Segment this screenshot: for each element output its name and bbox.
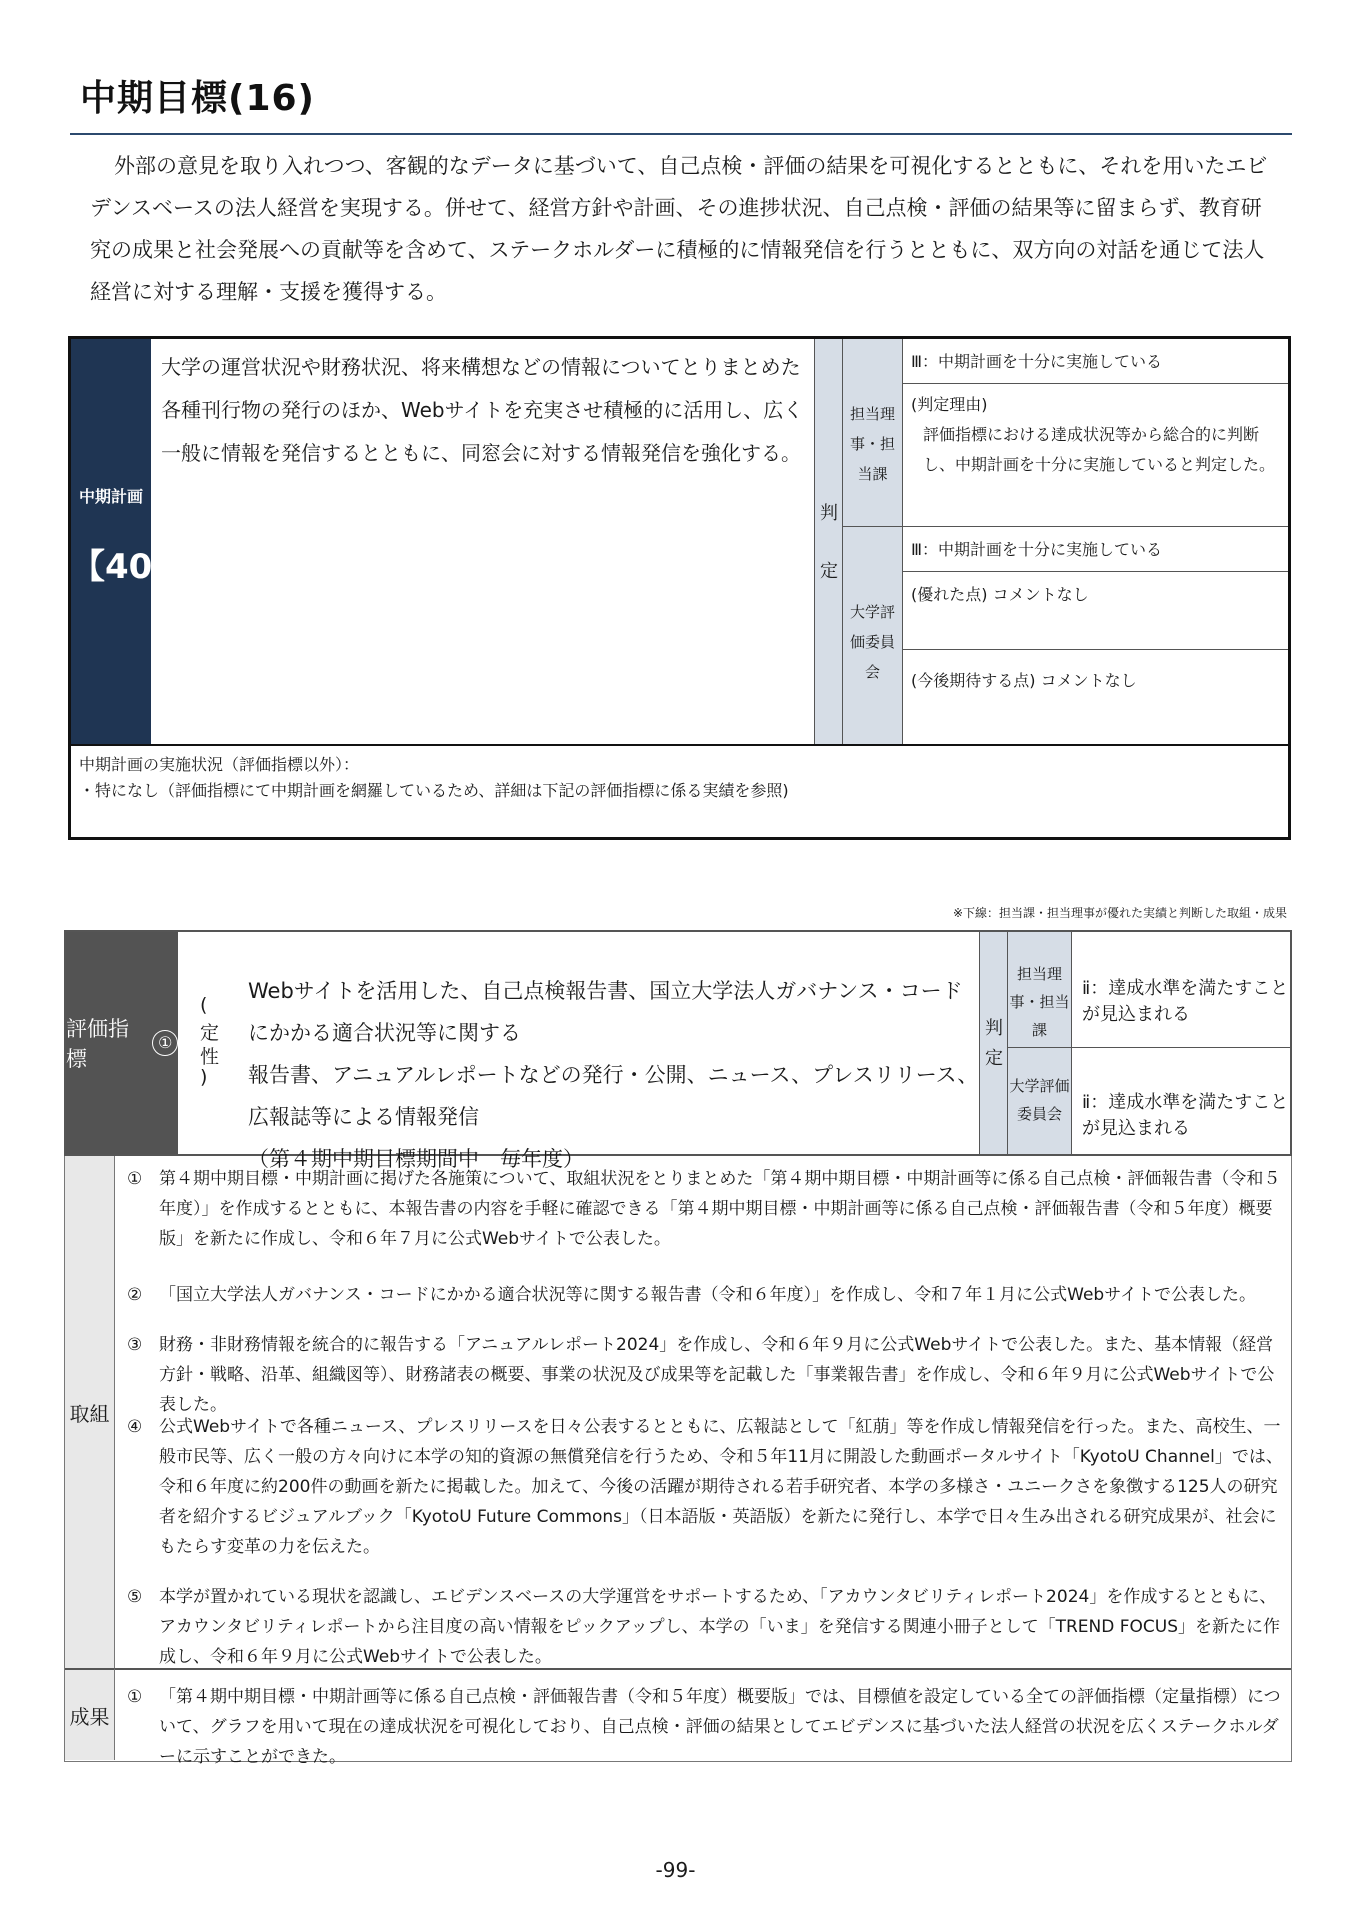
initiative-item: [127, 1280, 1287, 1310]
role-committee-label: 大学評価委員会: [843, 527, 903, 744]
initiative-text: 公式Webサイトで各種ニュース、プレスリリースを日々公表するとともに、広報誌として「紅萠」等を作成し情報発信を行った。また、高校生、一般市民等、広く一般の方々向けに本学の知的資源の無償発信を行うため、令和５年11月に開設した動画ポータルサイト「KyotoU Channel」では、令和６年度に約200件の動画を新たに掲載した。加えて、今後の活躍が期待される若手研究者、本学の多様さ・ユニークさを象徴する125人の研究者を紹介するビジュアルブック「KyotoU Future Commons」（日本語版・英語版）を新たに発行し、本学で日々生み出される研究成果が、社会にもたらす変革の力を伝えた。: [159, 1417, 1283, 1557]
plan-status-title: 中期計画の実施状況（評価指標以外）：: [79, 755, 360, 774]
result-item: [127, 1682, 1287, 1772]
qualitative-char-2: 性: [200, 1046, 220, 1068]
role-officer-label: 担当理事・担当課: [843, 339, 903, 527]
initiative-number: ⑤: [127, 1587, 143, 1607]
indicator-text-line-3: （第４期中期目標期間中 毎年度）: [248, 1147, 584, 1171]
mid-term-plan-table: [68, 336, 1291, 840]
initiative-item: [127, 1330, 1287, 1420]
committee-rating: Ⅲ：中期計画を十分に実施している: [903, 527, 1288, 572]
initiatives-list: [115, 1156, 1291, 1668]
underline-note: ※下線：担当課・担当理事が優れた実績と判断した取組・成果: [952, 906, 1287, 920]
initiatives-label: 取組: [65, 1156, 115, 1668]
heading-rule: [70, 133, 1292, 135]
indicator-role-committee: 大学評価委員会: [1008, 1048, 1072, 1154]
indicator-header-table: [64, 930, 1292, 1171]
qualitative-paren-open: (: [200, 994, 208, 1016]
results-list: [115, 1668, 1291, 1767]
initiative-text: 「国立大学法人ガバナンス・コードにかかる適合状況等に関する報告書（令和６年度）」を作成し、令和７年１月に公式Webサイトで公表した。: [159, 1285, 1257, 1305]
indicator-officer-rating: ⅱ：達成水準を満たすことが見込まれる: [1072, 932, 1290, 1048]
indicator-committee-rating: ⅱ：達成水準を満たすことが見込まれる: [1082, 1092, 1289, 1139]
indicator-text-line-1: Webサイトを活用した、自己点検報告書、国立大学法人ガバナンス・コードにかかる適合状況等に関する: [248, 979, 963, 1045]
initiative-number: ②: [127, 1285, 143, 1305]
indicator-text: [236, 932, 980, 1171]
initiative-item: [127, 1164, 1287, 1254]
mid-term-goal-text: 外部の意見を取り入れつつ、客観的なデータに基づいて、自己点検・評価の結果を可視化するとともに、それを用いたエビデンスベースの法人経営を実現する。併せて、経営方針や計画、その進捗状況、自己点検・評価の結果等に留まらず、教育研究の成果と社会発展への貢献等を含めて、ステークホルダーに積極的に情報発信を行うとともに、双方向の対話を通じて法人経営に対する理解・支援を獲得する。: [90, 154, 1268, 304]
initiative-text: 財務・非財務情報を統合的に報告する「アニュアルレポート2024」を作成し、令和６年９月に公式Webサイトで公表した。また、基本情報（経営方針・戦略、沿革、組織図等）、財務諸表の概要、事業の状況及び成果等を記載した「事業報告書」を作成し、令和６年９月に公式Webサイトで公表した。: [159, 1335, 1275, 1415]
result-number: ①: [127, 1687, 143, 1707]
indicator-text-line-2: 報告書、アニュアルレポートなどの発行・公開、ニュース、プレスリリース、広報誌等による情報発信: [248, 1063, 979, 1129]
indicator-label: 評価指標: [66, 1017, 129, 1071]
indicator-number: ①: [152, 1030, 178, 1056]
judgement-char-2: 定: [820, 561, 838, 582]
initiative-text: 本学が置かれている現状を認識し、エビデンスベースの大学運営をサポートするため、「アカウンタビリティレポート2024」を作成するとともに、アカウンタビリティレポートから注目度の高い情報をピックアップし、本学の「いま」を発信する関連小冊子として「TREND FOCUS」を新たに作成し、令和６年９月に公式Webサイトで公表した。: [159, 1587, 1280, 1667]
plan-text: 大学の運営状況や財務状況、将来構想などの情報についてとりまとめた各種刊行物の発行のほか、Webサイトを充実させ積極的に活用し、広く一般に情報を発信するとともに、同窓会に対する情報発信を強化する。: [151, 339, 815, 744]
initiative-number: ①: [127, 1169, 143, 1189]
initiative-item: [127, 1582, 1287, 1672]
page-heading: 中期目標(16): [80, 78, 316, 119]
page-number: -99-: [655, 1858, 696, 1882]
officer-reason: [903, 384, 1288, 527]
qualitative-char-1: 定: [200, 1022, 220, 1044]
committee-good-points: (優れた点) コメントなし: [903, 572, 1288, 650]
committee-future-points: (今後期待する点) コメントなし: [911, 671, 1137, 690]
officer-rating: Ⅲ：中期計画を十分に実施している: [903, 339, 1288, 384]
indicator-judgement-char-2: 定: [985, 1048, 1003, 1069]
plan-status: [71, 744, 1288, 837]
officer-reason-text: 評価指標における達成状況等から総合的に判断し、中期計画を十分に実施していると判定した。: [923, 425, 1276, 474]
indicator-results-table: [64, 1156, 1292, 1767]
qualitative-mark: [186, 932, 236, 1154]
judgement-char-1: 判: [820, 503, 838, 524]
initiative-item: [127, 1412, 1287, 1562]
results-label: 成果: [65, 1668, 115, 1760]
qualitative-paren-close: ): [200, 1066, 208, 1088]
indicator-label-cell: [66, 932, 178, 1154]
plan-status-text: ・特になし（評価指標にて中期計画を網羅しているため、詳細は下記の評価指標に係る実績を参照): [79, 781, 789, 800]
indicator-judgement-char-1: 判: [985, 1018, 1003, 1039]
plan-number: 【40】: [71, 547, 187, 587]
initiative-number: ④: [127, 1417, 143, 1437]
indicator-role-officer: 担当理事・担当課: [1008, 932, 1072, 1048]
indicator-judgement-column: [980, 932, 1008, 1154]
plan-label-cell: [71, 339, 187, 744]
judgement-column: [815, 339, 843, 744]
result-text: 「第４期中期目標・中期計画等に係る自己点検・評価報告書（令和５年度）概要版」では、目標値を設定している全ての評価指標（定量指標）について、グラフを用いて現在の達成状況を可視化しており、自己点検・評価の結果としてエビデンスに基づいた法人経営の状況を広くステークホルダーに示すことができた。: [159, 1687, 1281, 1767]
officer-reason-title: (判定理由): [911, 395, 988, 414]
initiative-number: ③: [127, 1335, 143, 1355]
plan-label: 中期計画: [78, 487, 143, 506]
initiative-text: 第４期中期目標・中期計画に掲げた各施策について、取組状況をとりまとめた「第４期中期目標・中期計画等に係る自己点検・評価報告書（令和５年度）」を作成するとともに、本報告書の内容を手軽に確認できる「第４期中期目標・中期計画等に係る自己点検・評価報告書（令和５年度）概要版」を新たに作成し、令和６年７月に公式Webサイトで公表した。: [159, 1169, 1281, 1249]
